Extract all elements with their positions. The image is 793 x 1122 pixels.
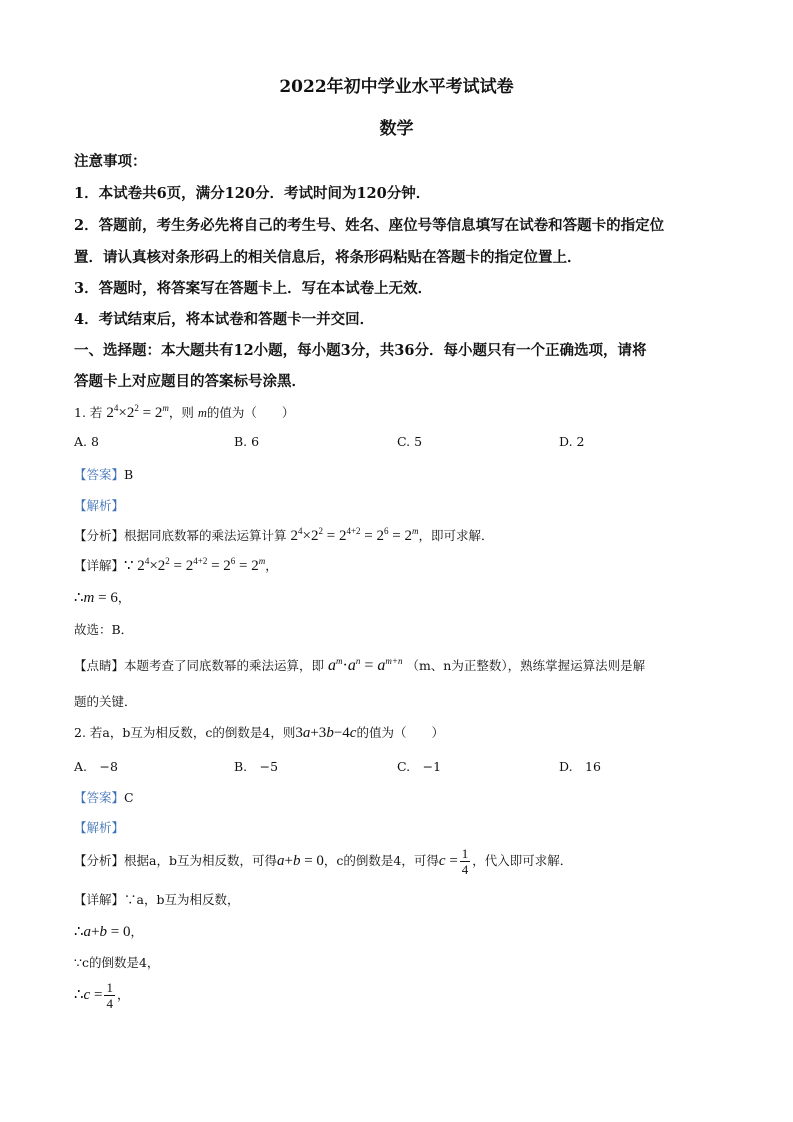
detail-line xyxy=(74,890,239,908)
question-text-suffix: 的值为（ ） xyxy=(206,405,295,420)
notice-item-2-line-1: 2．答题前，考生务必先将自己的考生号、姓名、座位号等信息填写在试卷和答题卡的指定位 xyxy=(74,217,665,234)
exam-title: 2022年初中学业水平考试试卷 xyxy=(279,77,514,97)
option-b: B. 6 xyxy=(234,434,260,449)
math-expression: $2^4\times 2^2 = 2^m$ xyxy=(106,403,169,421)
question-text-post: 的值为（ ） xyxy=(356,725,444,740)
comma: ， xyxy=(117,590,131,605)
math-rule: $a^m\cdot a^n = a^{m+n}$ xyxy=(328,656,403,674)
notice-item-1: 1．本试卷共6页，满分120分．考试时间为120分钟． xyxy=(74,185,431,202)
question-text-prefix: 若 xyxy=(89,405,103,420)
math-ab-zero: a+b = 0 xyxy=(83,924,131,940)
comma: ， xyxy=(116,987,130,1002)
step-ab-zero xyxy=(74,922,143,941)
fenxi-text-pre: 根据a，b互为相反数，可得 xyxy=(124,853,277,868)
therefore-symbol: ∴ xyxy=(74,987,84,1003)
question-2 xyxy=(74,723,444,742)
section-heading-line-2: 答题卡上对应题目的答案标号涂黑． xyxy=(74,373,306,390)
answer-tag: 【答案】 xyxy=(74,467,125,482)
question-number: 1. xyxy=(74,405,86,420)
math-expression: 3a+3b−4c xyxy=(295,725,357,741)
option-a: A. 8 xyxy=(74,434,99,449)
detail-comma: ， xyxy=(265,558,278,573)
option-a: A. −8 xyxy=(74,759,118,774)
detail-tag: 【详解】 xyxy=(74,892,125,907)
question-text-mid: ，则 xyxy=(168,405,194,420)
step-m-equals xyxy=(74,588,130,607)
option-d: D. 2 xyxy=(559,434,585,449)
answer-value: B xyxy=(124,467,134,482)
option-c: C. 5 xyxy=(397,434,423,449)
option-b: B. −5 xyxy=(234,759,279,774)
math-ab-zero: a+b = 0 xyxy=(276,853,324,869)
notice-item-2-line-2: 置．请认真核对条形码上的相关信息后，将条形码粘贴在答题卡的指定位置上． xyxy=(74,249,582,266)
detail-tag: 【详解】 xyxy=(74,558,125,573)
therefore-symbol: ∴ xyxy=(74,590,84,606)
section-heading-line-1: 一、选择题：本大题共有12小题，每小题3分，共36分．每小题只有一个正确选项，请将 xyxy=(74,342,647,359)
option-c: C. −1 xyxy=(397,759,442,774)
fenxi-line xyxy=(74,846,572,877)
answer-line xyxy=(74,465,133,483)
answer-value: C xyxy=(124,790,134,805)
remark-text-pre: 本题考查了同底数幂的乘法运算，即 xyxy=(124,658,325,673)
analysis-tag: 【解析】 xyxy=(74,498,125,513)
notice-heading: 注意事项： xyxy=(74,153,147,170)
detail-text: ∵a，b互为相反数， xyxy=(124,892,240,907)
fraction-one-quarter: $\frac{1}{4}$ xyxy=(461,846,469,877)
subject-title: 数学 xyxy=(379,119,414,139)
remark-line-2: 题的关键． xyxy=(74,694,137,709)
fenxi-text-post: ，代入即可求解． xyxy=(472,853,573,868)
remark-tag: 【点睛】 xyxy=(74,658,125,673)
remark-line xyxy=(74,656,645,675)
option-d: D. 16 xyxy=(559,759,601,774)
notice-item-4: 4．考试结束后，将本试卷和答题卡一并交回． xyxy=(74,311,375,328)
math-c-equals: c = xyxy=(438,853,458,869)
therefore-symbol: ∴ xyxy=(74,924,84,940)
fenxi-line xyxy=(74,526,493,545)
math-calculation: ∵ $2^4\times 2^2 = 2^{4+2} = 2^6 = 2^m$ xyxy=(124,556,266,574)
question-number: 2. xyxy=(74,725,86,740)
remark-text-post: （m、n为正整数），熟练掌握运算法则是解 xyxy=(406,658,646,673)
comma: ， xyxy=(130,924,143,939)
analysis-tag: 【解析】 xyxy=(74,820,125,835)
step-c-value xyxy=(74,980,129,1011)
step-reciprocal: ∵c的倒数是4， xyxy=(74,955,160,970)
fenxi-text-mid: ，c的倒数是4，可得 xyxy=(323,853,439,868)
math-m-equals: m = 6 xyxy=(83,590,118,606)
question-1 xyxy=(74,403,294,422)
math-calculation: $2^4\times 2^2 = 2^{4+2} = 2^6 = 2^m$ xyxy=(290,526,419,544)
fenxi-tag: 【分析】 xyxy=(74,853,125,868)
math-c-equals: c = xyxy=(83,987,103,1003)
fraction-one-quarter: $\frac{1}{4}$ xyxy=(106,980,113,1011)
question-text-pre: 若a，b互为相反数，c的倒数是4，则 xyxy=(89,725,296,740)
fenxi-tag: 【分析】 xyxy=(74,528,125,543)
answer-tag: 【答案】 xyxy=(74,790,125,805)
answer-line xyxy=(74,788,134,806)
fenxi-text-post: ，即可求解． xyxy=(418,528,494,543)
notice-item-3: 3．答题时，将答案写在答题卡上．写在本试卷上无效． xyxy=(74,280,433,297)
detail-line xyxy=(74,556,278,575)
fenxi-text-pre: 根据同底数幂的乘法运算计算 xyxy=(124,528,287,543)
choose-line: 故选：B． xyxy=(74,622,134,637)
variable: m xyxy=(197,406,207,420)
